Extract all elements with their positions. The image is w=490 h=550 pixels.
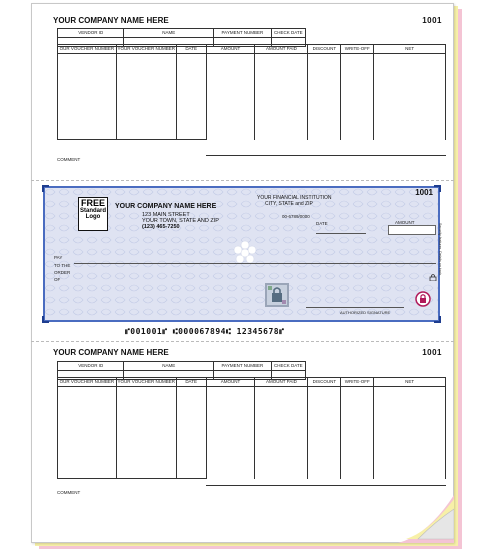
check-date-header: CHECK DATE bbox=[271, 29, 305, 38]
amount-field bbox=[388, 225, 436, 235]
to-the-label: TO THE bbox=[54, 263, 71, 268]
col-your-voucher: YOUR VOUCHER NUMBER bbox=[116, 45, 176, 54]
stub-company-name: YOUR COMPANY NAME HERE bbox=[53, 16, 169, 25]
amount-label: AMOUNT bbox=[395, 220, 415, 225]
totals-line bbox=[206, 155, 446, 156]
col-net: NET bbox=[374, 378, 446, 387]
vendor-id-header: VENDOR ID bbox=[58, 362, 124, 371]
perforation-line bbox=[31, 341, 454, 342]
vendor-id-header: VENDOR ID bbox=[58, 29, 124, 38]
col-our-voucher: OUR VOUCHER NUMBER bbox=[58, 45, 117, 54]
logo-free-text: FREE bbox=[80, 198, 105, 208]
pay-line bbox=[74, 263, 436, 264]
voucher-table bbox=[57, 44, 446, 140]
check-company-name: YOUR COMPANY NAME HERE bbox=[115, 203, 217, 210]
col-write-off: WRITE-OFF bbox=[341, 45, 374, 54]
name-header: NAME bbox=[124, 29, 214, 38]
company-phone: (123) 465-7250 bbox=[142, 224, 180, 230]
corner-icon bbox=[42, 185, 49, 192]
check-date-header: CHECK DATE bbox=[271, 362, 305, 371]
stub-check-number: 1001 bbox=[422, 16, 442, 25]
col-discount: DISCOUNT bbox=[308, 378, 341, 387]
of-label: OF bbox=[54, 277, 61, 282]
corner-icon bbox=[434, 185, 441, 192]
bank-city: CITY, STATE and ZIP bbox=[265, 201, 313, 207]
comment-label: COMMENT bbox=[57, 490, 81, 495]
totals-line bbox=[206, 485, 446, 486]
col-amount-paid: AMOUNT PAID bbox=[255, 378, 308, 387]
col-our-voucher: OUR VOUCHER NUMBER bbox=[58, 378, 117, 387]
perforation-line bbox=[31, 180, 454, 181]
logo-logo-text: Logo bbox=[85, 214, 101, 220]
micr-line: ⑈001001⑈ ⑆000067894⑆ 12345678⑈ bbox=[125, 327, 285, 336]
corner-icon bbox=[434, 316, 441, 323]
corner-icon bbox=[42, 316, 49, 323]
pay-label: PAY bbox=[54, 255, 63, 260]
date-line bbox=[316, 233, 366, 234]
signature-line bbox=[306, 307, 404, 308]
bank-name: YOUR FINANCIAL INSTITUTION bbox=[257, 195, 332, 201]
check-number: 1001 bbox=[415, 188, 433, 197]
payment-number-header: PAYMENT NUMBER bbox=[214, 362, 272, 371]
date-label: DATE bbox=[316, 221, 328, 226]
company-logo bbox=[78, 197, 108, 231]
company-street: 123 MAIN STREET bbox=[142, 212, 190, 218]
authorized-signature-label: AUTHORIZED SIGNATURE bbox=[340, 310, 391, 315]
comment-label: COMMENT bbox=[57, 157, 81, 162]
name-header: NAME bbox=[124, 362, 214, 371]
col-amount: AMOUNT bbox=[206, 378, 255, 387]
bottom-voucher-stub bbox=[31, 344, 454, 534]
col-discount: DISCOUNT bbox=[308, 45, 341, 54]
stub-company-name: YOUR COMPANY NAME HERE bbox=[53, 348, 169, 357]
order-label: ORDER bbox=[54, 270, 71, 275]
col-amount: AMOUNT bbox=[206, 45, 255, 54]
col-write-off: WRITE-OFF bbox=[341, 378, 374, 387]
page-curl-icon bbox=[398, 495, 454, 543]
security-lock-icon bbox=[415, 291, 431, 307]
top-voucher-stub bbox=[31, 3, 454, 178]
check-body bbox=[38, 183, 445, 325]
security-features-note: Security features. Details on back. bbox=[438, 223, 442, 277]
logo-standard-text: Standard bbox=[79, 208, 106, 214]
company-city: YOUR TOWN, STATE AND ZIP bbox=[142, 218, 219, 224]
col-date: DATE bbox=[176, 378, 206, 387]
routing-fraction: 00-6789/0000 bbox=[282, 214, 310, 219]
voucher-table bbox=[57, 377, 446, 479]
padlock-small-icon bbox=[429, 273, 437, 281]
col-net: NET bbox=[374, 45, 446, 54]
payment-number-header: PAYMENT NUMBER bbox=[214, 29, 272, 38]
padlock-hologram-icon bbox=[265, 283, 289, 307]
col-date: DATE bbox=[176, 45, 206, 54]
col-amount-paid: AMOUNT PAID bbox=[255, 45, 308, 54]
col-your-voucher: YOUR VOUCHER NUMBER bbox=[116, 378, 176, 387]
stub-check-number: 1001 bbox=[422, 348, 442, 357]
